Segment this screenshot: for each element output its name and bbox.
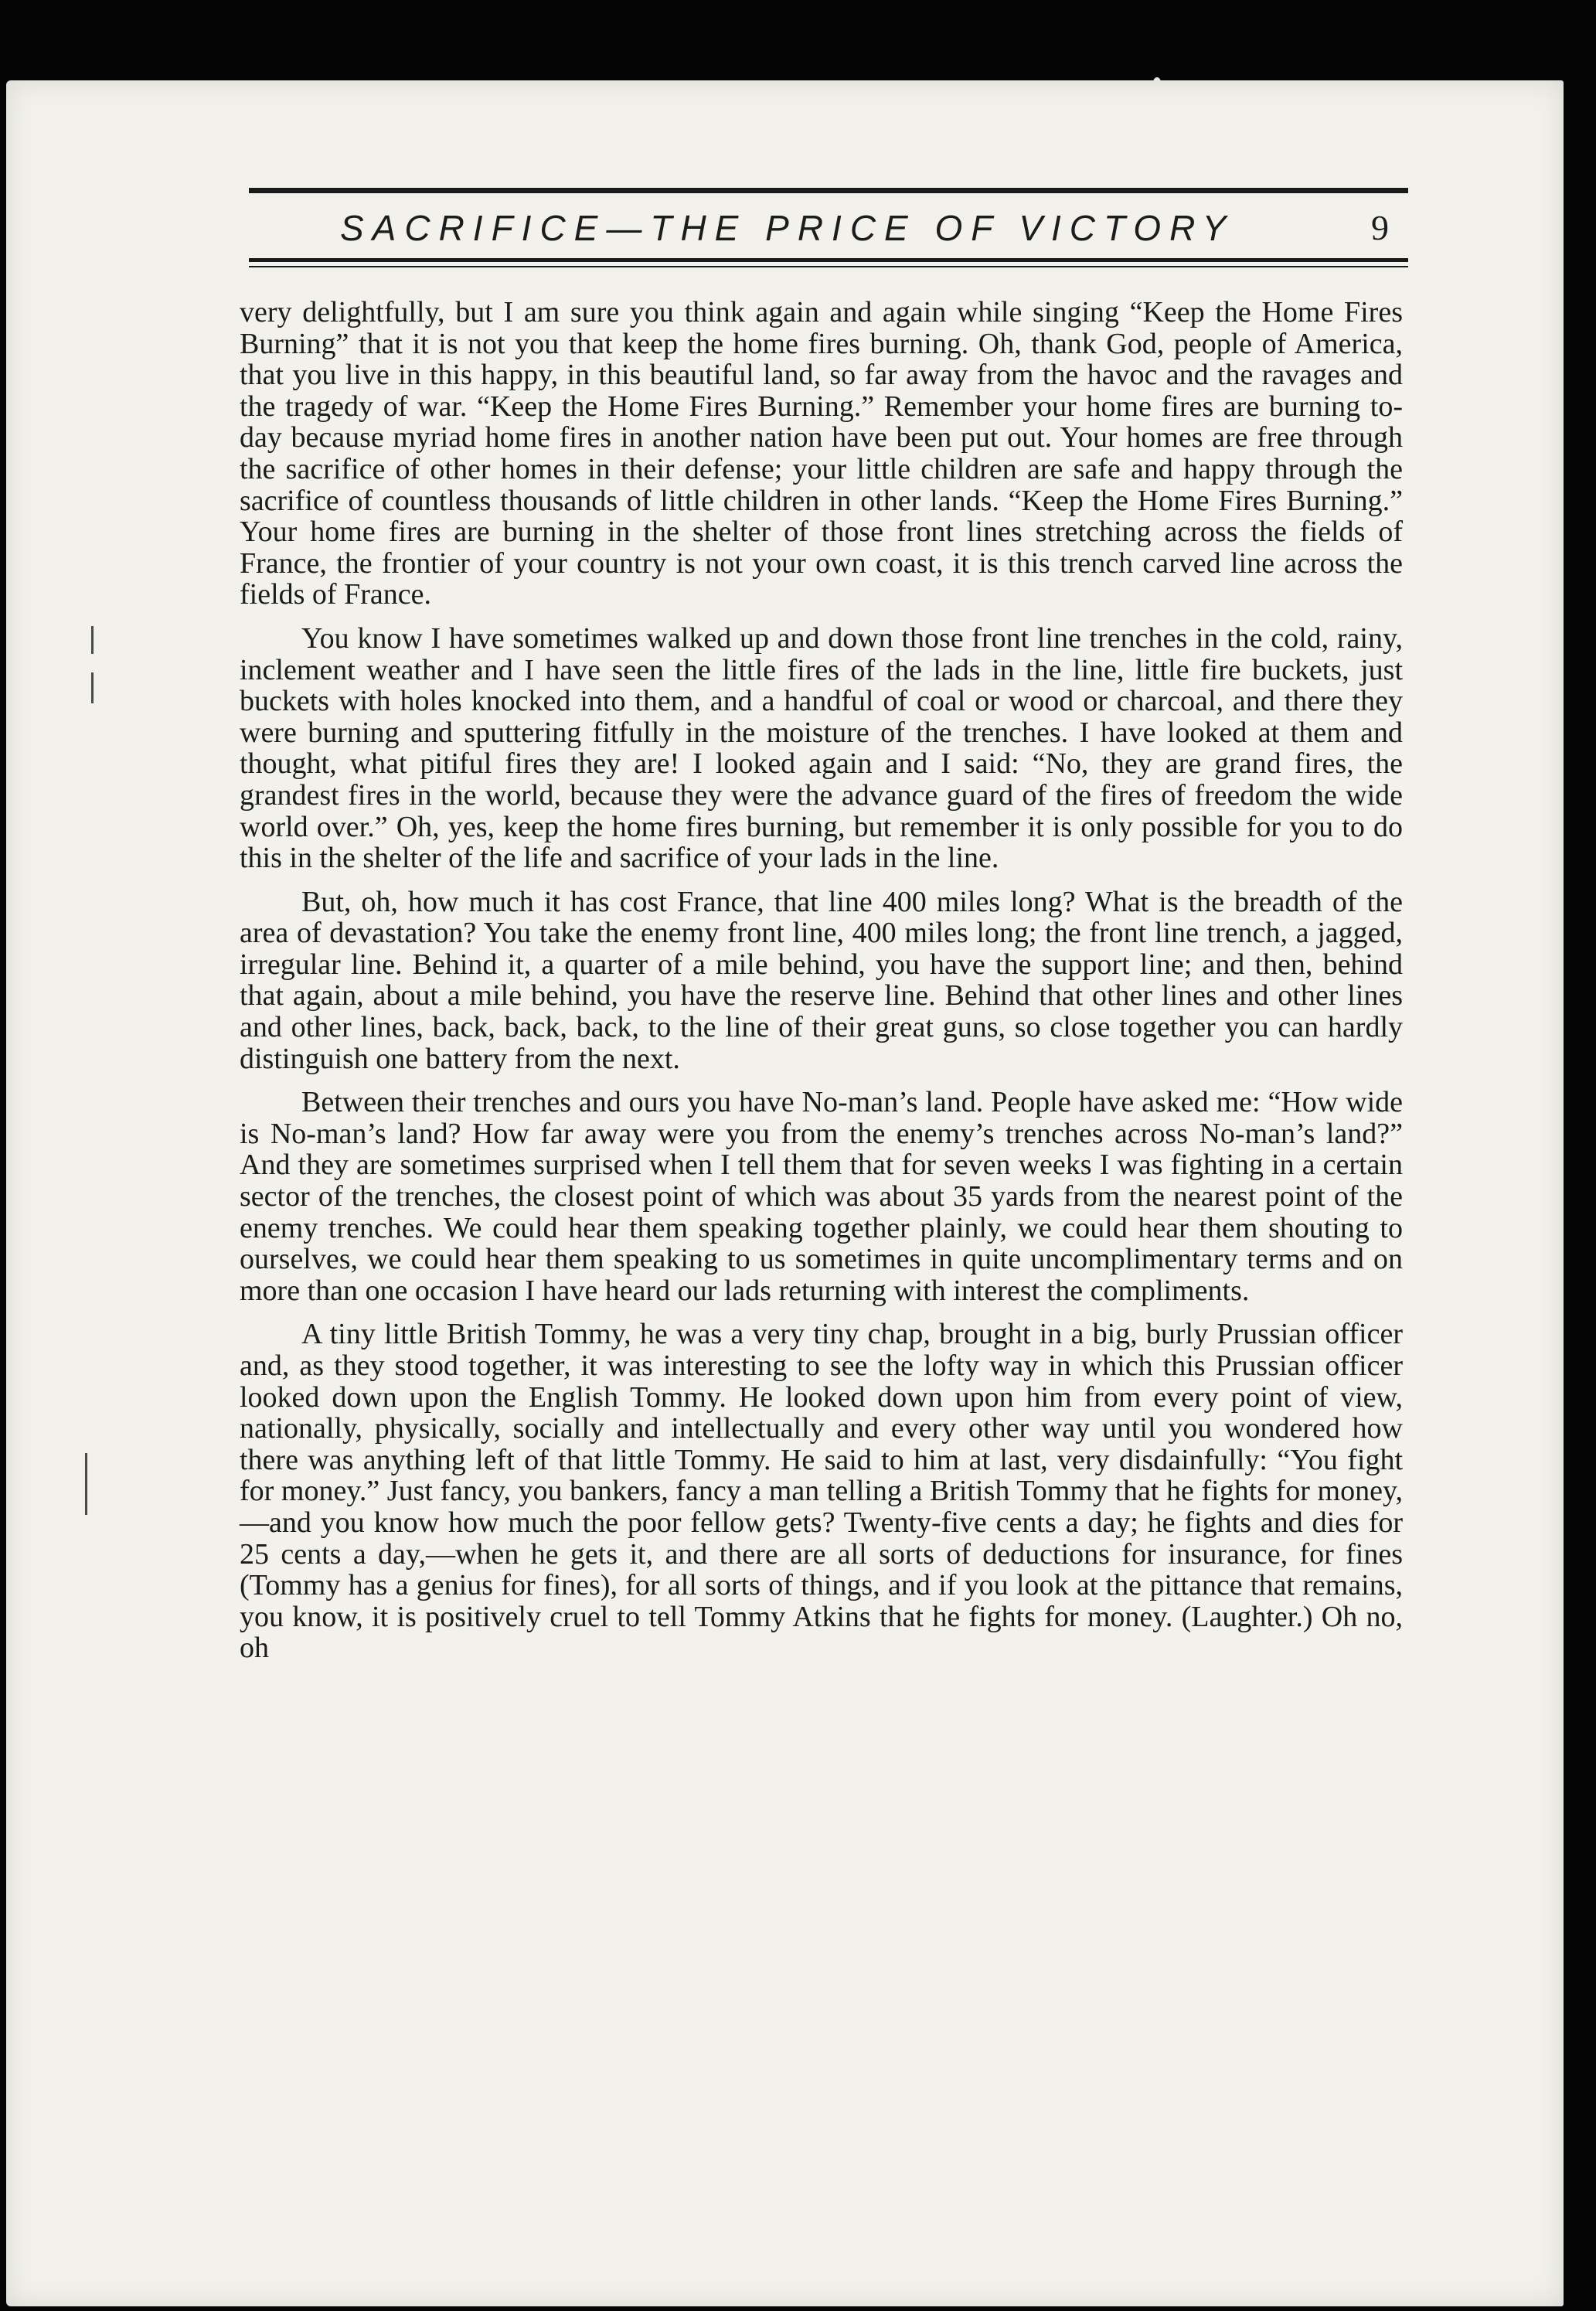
body-text bbox=[240, 297, 1403, 1676]
header-rule-bottom-thin bbox=[249, 266, 1408, 267]
page-number: 9 bbox=[1371, 208, 1389, 247]
paragraph: Between their trenches and ours you have No-man’s land. People have asked me: “How wide is No-man’s land? How far away were you from the enemy’s trenches across No-man’s land?” And they are sometimes surprised when I tell them that for seven weeks I was fighting in a certain sector of the trenches, the closest point of which was about 35 yards from the nearest point of the enemy trenches. We could hear them speaking together plainly, we could hear them shouting to ourselves, we could hear them speaking to us sometimes in quite uncomplimentary terms and on more than one occasion I have heard our lads returning with interest the compliments. bbox=[240, 1086, 1403, 1307]
running-head-title: SACRIFICE—THE PRICE OF VICTORY bbox=[340, 208, 1235, 248]
paragraph: A tiny little British Tommy, he was a very tiny chap, brought in a big, burly Prussian officer and, as they stood together, it was interesting to see the lofty way in which this Prussian officer looked down upon the English Tommy. He looked down upon him from every point of view, nationally, physically, socially and intellectually and every other way until you wondered how there was anything left of that little Tommy. He said to him at last, very disdainfully: “You fight for money.” Just fancy, you bankers, fancy a man telling a British Tommy that he fights for money,—and you know how much the poor fellow gets? Twenty-five cents a day; he fights and dies for 25 cents a day,—when he gets it, and there are all sorts of deductions for insurance, for fines (Tommy has a genius for fines), for all sorts of things, and if you look at the pittance that remains, you know, it is positively cruel to tell Tommy Atkins that he fights for money. (Laughter.) Oh no, oh bbox=[240, 1318, 1403, 1665]
header-rule-top bbox=[249, 188, 1408, 193]
margin-mark bbox=[85, 1453, 87, 1515]
running-head bbox=[340, 203, 1314, 254]
margin-mark bbox=[91, 672, 94, 703]
paragraph: But, oh, how much it has cost France, that line 400 miles long? What is the breadth of the area of devastation? You take the enemy front line, 400 miles long; the front line trench, a jagged, irregular line. Behind it, a quarter of a mile behind, you have the support line; and then, behind that again, about a mile behind, you have the reserve line. Behind that other lines and other lines and other lines, back, back, back, to the line of their great guns, so close together you can hardly distinguish one battery from the next. bbox=[240, 885, 1403, 1075]
header-rule-bottom-thick bbox=[249, 258, 1408, 262]
paragraph: You know I have sometimes walked up and down those front line trenches in the cold, rainy, inclement weather and I have seen the little fires of the lads in the line, little fire buckets, just buckets with holes knocked into them, and a handful of coal or wood or charcoal, and there they were burning and sputtering fitfully in the moisture of the trenches. I have looked at them and thought, what pitiful fires they are! I looked again and I said: “No, they are grand fires, the grandest fires in the world, because they were the advance guard of the fires of freedom the wide world over.” Oh, yes, keep the home fires burning, but remember it is only possible for you to do this in the shelter of the life and sacrifice of your lads in the line. bbox=[240, 621, 1403, 875]
paragraph: very delightfully, but I am sure you think again and again while singing “Keep the Home Fires Burning” that it is not you that keep the home fires burning. Oh, thank God, people of America, that you live in this happy, in this beautiful land, so far away from the havoc and the ravages and the tragedy of war. “Keep the Home Fires Burning.” Remember your home fires are burning to-day because myriad home fires in another nation have been put out. Your homes are free through the sacrifice of other homes in their defense; your little children are safe and happy through the sacrifice of countless thousands of little children in other lands. “Keep the Home Fires Burning.” Your home fires are burning in the shelter of those front lines stretching across the fields of France, the frontier of your country is not your own coast, it is this trench carved line across the fields of France. bbox=[240, 296, 1403, 611]
margin-mark bbox=[91, 626, 94, 654]
